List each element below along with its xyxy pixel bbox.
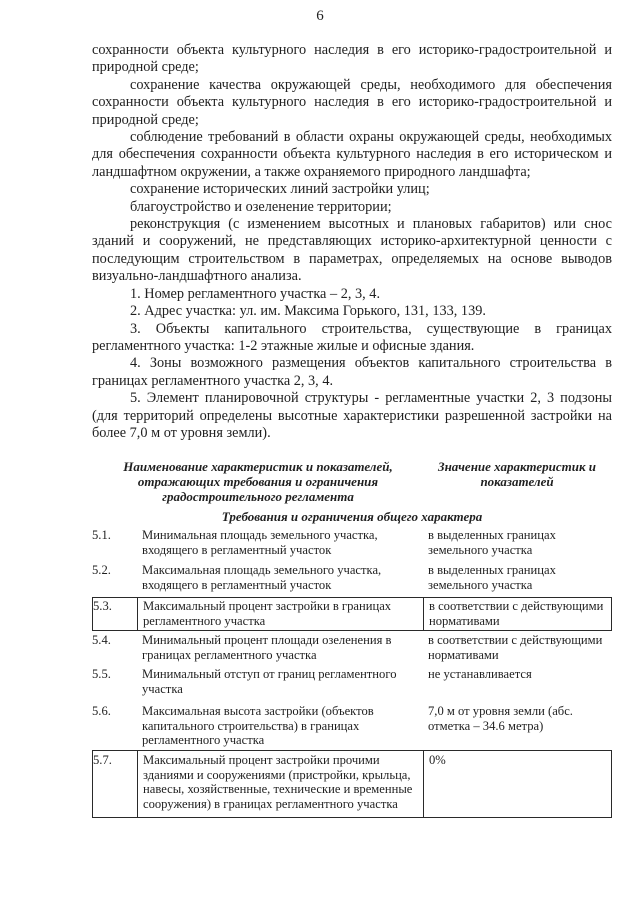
paragraph: 5. Элемент планировочной структуры - регламентные участки 2, 3 подзоны (для территорий определены высотные характеристики разрешенной застройки на более 7,0 м от уровня земли). [92, 390, 612, 441]
row-number: 5.2. [92, 563, 111, 577]
row-name: Максимальная площадь земельного участка, входящего в регламентный участок [142, 563, 382, 592]
row-value: 7,0 м от уровня земли (абс. отметка – 34.6 метра) [428, 704, 573, 733]
paragraph: сохранности объекта культурного наследия в его историко-градостроительной и природной среде; [92, 42, 612, 76]
paragraph: сохранение исторических линий застройки улиц; [130, 181, 430, 198]
table-row [92, 704, 612, 748]
row-value: в соответствии с действующими нормативами [428, 633, 603, 662]
row-number: 5.3. [93, 599, 112, 613]
paragraph: 3. Объекты капитального строительства, существующие в границах регламентного участка: 1-2 этажные жилые и офисные здания. [92, 320, 612, 354]
paragraph: 2. Адрес участка: ул. им. Максима Горького, 131, 133, 139. [130, 303, 486, 320]
row-value: в выделенных границах земельного участка [428, 563, 556, 592]
cell-divider [137, 598, 138, 630]
table-row [92, 597, 612, 631]
row-value: не устанавливается [428, 667, 532, 681]
row-name: Минимальный отступ от границ регламентного участка [142, 667, 397, 696]
paragraph: 1. Номер регламентного участка – 2, 3, 4. [130, 285, 381, 302]
paragraph: сохранение качества окружающей среды, необходимого для обеспечения сохранности объекта культурного наследия в его историко-градостроительной и природной среде; [92, 76, 612, 128]
paragraph: 4. Зоны возможного размещения объектов капитального строительства в границах регламентного участка 2, 3, 4. [92, 355, 612, 389]
cell-divider [423, 751, 424, 817]
row-value: 0% [429, 753, 446, 767]
table-row [92, 750, 612, 818]
row-name: Максимальный процент застройки прочими зданиями и сооружениями (пристройки, крыльца, навесы, хозяйственные, технические и временные сооружения) в границах регламентного участка [143, 753, 413, 811]
row-number: 5.6. [92, 704, 111, 718]
table-section-title: Требования и ограничения общего характера [221, 509, 483, 524]
table-header-right: Значение характеристик и показателей [437, 459, 597, 489]
cell-divider [137, 751, 138, 817]
row-number: 5.7. [93, 753, 112, 767]
row-number: 5.5. [92, 667, 111, 681]
row-name: Минимальная площадь земельного участка, входящего в регламентный участок [142, 528, 378, 557]
table-header-left: Наименование характеристик и показателей, отражающих требования и ограничения градостроительного регламента [123, 459, 393, 504]
row-value: в выделенных границах земельного участка [428, 528, 556, 557]
row-name: Максимальный процент застройки в границах регламентного участка [143, 599, 392, 628]
row-number: 5.1. [92, 528, 111, 542]
table-row [92, 633, 612, 665]
row-name: Максимальная высота застройки (объектов капитального строительства) в границах регламентного участка [142, 704, 374, 748]
table-row [92, 563, 612, 595]
paragraph: благоустройство и озеленение территории; [130, 198, 392, 215]
row-name: Минимальный процент площади озеленения в границах регламентного участка [142, 633, 392, 662]
row-value: в соответствии с действующими нормативами [429, 599, 604, 628]
table-row [92, 528, 612, 560]
paragraph: соблюдение требований в области охраны окружающей среды, необходимых для обеспечения сохранности объекта культурного наследия в его историческом и ландшафтном окружении, а также охраняемого природного ландшафта; [92, 129, 612, 180]
row-number: 5.4. [92, 633, 111, 647]
cell-divider [423, 598, 424, 630]
document-body [92, 42, 612, 442]
paragraph: реконструкция (с изменением высотных и плановых габаритов) или снос зданий и сооружений, не представляющих историко-архитектурной ценности с последующим строительством в параметрах, определяемых на основе выводов визуально-ландшафтного анализа. [92, 216, 612, 285]
page-number: 6 [316, 8, 324, 24]
table-row [92, 667, 612, 699]
